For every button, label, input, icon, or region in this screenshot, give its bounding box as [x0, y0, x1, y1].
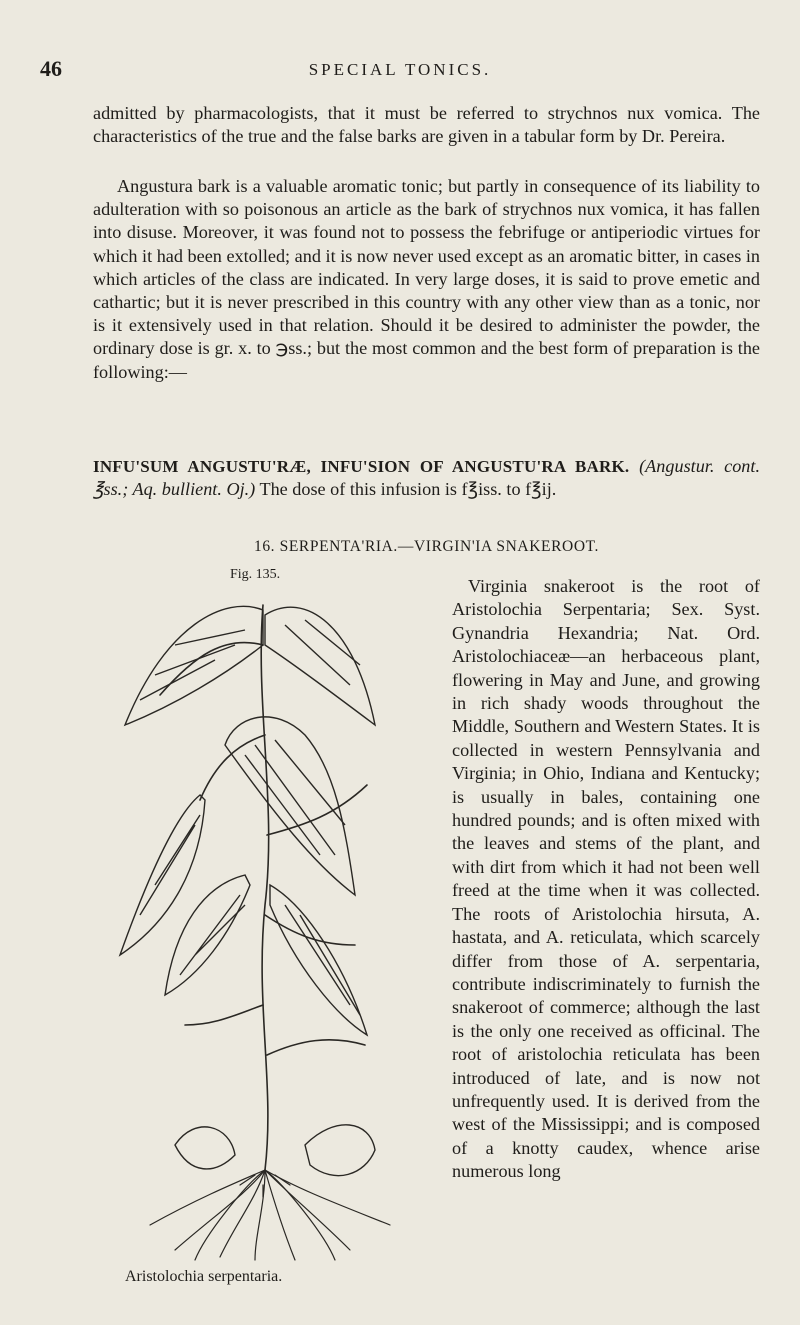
leaf-8: [175, 1127, 235, 1169]
infusion-title: INFU'SUM ANGUSTU'RÆ, INFU'SION OF ANGUSTU'RA BARK.: [93, 457, 630, 476]
intro-text: admitted by pharmacologists, that it must be referred to strychnos nux vomica. The characteristics of the true and the false barks are given in a tabular form by Dr. Pereira.: [93, 103, 760, 147]
infusion-recipe: [93, 455, 760, 501]
leaf-3: [120, 795, 205, 955]
leaf-7: [305, 1125, 375, 1176]
running-head: SPECIAL TONICS.: [308, 60, 492, 79]
angustura-paragraph: [93, 175, 760, 384]
aristolochia-illustration: [105, 585, 425, 1265]
plant-stem: [261, 605, 268, 1170]
leaf-6: [270, 885, 367, 1035]
section-heading: 16. SERPENTA'RIA.—VIRGIN'IA SNAKEROOT.: [253, 538, 600, 555]
intro-paragraph: [93, 102, 760, 148]
page-header: [40, 56, 760, 86]
angustura-text: Angustura bark is a valuable aromatic tonic; but partly in consequence of its liability to adulteration with so poisonous an article as the bark of strychnos nux vomica, it has fallen into disuse. Moreover, it was found not to possess the febrifuge or antiperiodic virtues for which it had been extolled; and it is now never used except as an aromatic bitter, in cases in which articles of the class are indicated. In very large doses, it is said to prove emetic and cathartic; but it is never prescribed in this country with any other view than as a tonic, nor is it extensively used in that relation. Should it be desired to administer the powder, the ordinary dose is gr. x. to ℈ss.; but the most common and the best form of preparation is the following:—: [93, 176, 760, 382]
infusion-dose: The dose of this infusion is f℥iss. to f℥ij.: [259, 479, 557, 500]
leaf-1: [125, 606, 263, 725]
leaf-2: [265, 607, 375, 725]
page-number: 46: [40, 56, 62, 81]
serpentaria-text: Virginia snakeroot is the root of Aristolochia Serpentaria; Sex. Syst. Gynandria Hexandria; Nat. Ord. Aristolochiaceæ—an herbaceous plant, flowering in May and June, and growing in rich shady woods throughout the Middle, Southern and Western States. It is collected in western Pennsylvania and Virginia; in Ohio, Indiana and Kentucky; is usually in bales, containing one hundred pounds; and is often mixed with the leaves and stems of the plant, and with dirt from which it had not been well freed at the time when it was collected. The roots of Aristolochia hirsuta, A. hastata, and A. reticulata, which scarcely differ from those of A. serpentaria, contribute indiscriminately to furnish the snakeroot of commerce; although the last is the only one received as officinal. The root of aristolochia reticulata has been introduced of late, and is now not unfrequently used. It is derived from the west of the Mississippi; and is composed of a knotty caudex, whence arise numerous long: [452, 576, 760, 1182]
figure-label: Fig. 135.: [230, 567, 281, 582]
infusion-formula: (Angustur. cont. ℥ss.; Aq. bullient. Oj.): [93, 456, 760, 500]
figure-caption: Aristolochia serpentaria.: [125, 1268, 283, 1285]
serpentaria-description: [452, 575, 760, 1184]
